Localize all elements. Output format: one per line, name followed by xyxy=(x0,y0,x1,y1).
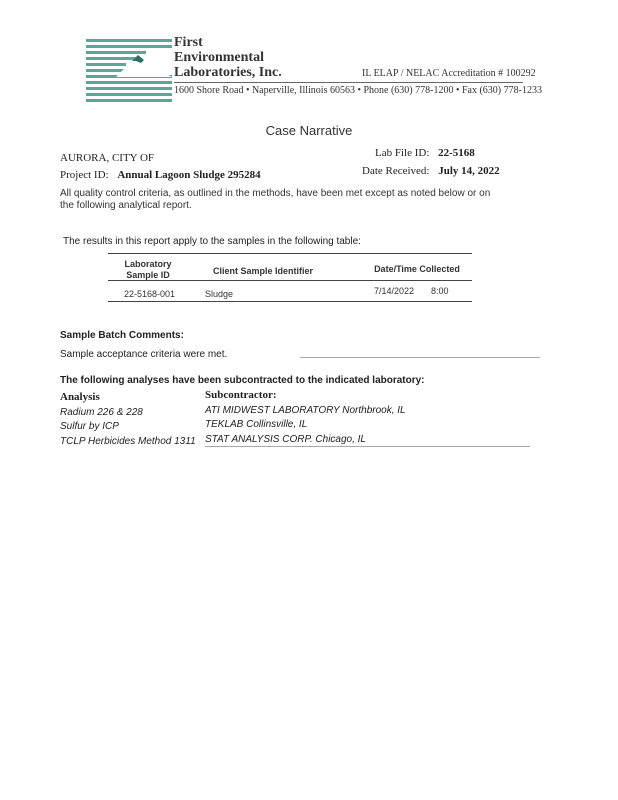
header-client-identifier: Client Sample Identifier xyxy=(212,266,314,276)
batch-comments-text: Sample acceptance criteria were met. xyxy=(60,349,228,360)
company-logo xyxy=(86,37,172,105)
table-header-rule xyxy=(108,280,472,281)
project-row xyxy=(60,169,261,181)
company-address: 1600 Shore Road • Naperville, Illinois 60563 • Phone (630) 778-1200 • Fax (630) 778-1233 xyxy=(174,85,542,96)
header-rule xyxy=(174,82,523,83)
analysis-row-1: Radium 226 & 228 xyxy=(60,407,143,418)
lab-file-row xyxy=(375,147,475,159)
comment-underline xyxy=(300,357,540,358)
analysis-row-3: TCLP Herbicides Method 1311 xyxy=(60,436,196,447)
row-client-id: Sludge xyxy=(205,289,234,299)
client-name: AURORA, CITY OF xyxy=(60,152,155,164)
col-subcontractor: Subcontractor: xyxy=(205,389,277,401)
subcontractor-row-1: ATI MIDWEST LABORATORY Northbrook, IL xyxy=(205,405,406,416)
date-received-label: Date Received: xyxy=(362,165,430,177)
page-title: Case Narrative xyxy=(265,123,353,138)
subcontract-underline xyxy=(205,446,530,447)
company-name-line-3: Laboratories, Inc. xyxy=(174,65,282,80)
company-name-line-2: Environmental xyxy=(174,50,264,65)
subcontractor-row-2: TEKLAB Collinsville, IL xyxy=(205,419,308,430)
table-bottom-rule xyxy=(108,301,472,302)
subcontractor-row-3: STAT ANALYSIS CORP. Chicago, IL xyxy=(205,434,366,445)
table-top-rule xyxy=(108,253,472,254)
header-lab-sample-id-line-1: Laboratory xyxy=(124,259,172,269)
header-lab-sample-id xyxy=(108,259,188,281)
project-label: Project ID: xyxy=(60,169,109,181)
accreditation-text: IL ELAP / NELAC Accreditation # 100292 xyxy=(362,68,536,79)
analysis-row-2: Sulfur by ICP xyxy=(60,421,119,432)
batch-comments-heading: Sample Batch Comments: xyxy=(60,330,184,341)
row-lab-id: 22-5168-001 xyxy=(124,289,176,299)
date-received-row xyxy=(362,165,500,177)
lab-file-value: 22-5168 xyxy=(438,147,475,159)
lab-file-label: Lab File ID: xyxy=(375,147,430,159)
col-analysis: Analysis xyxy=(60,391,100,403)
row-time: 8:00 xyxy=(431,286,449,296)
date-received-value: July 14, 2022 xyxy=(438,165,500,177)
subcontract-heading: The following analyses have been subcontracted to the indicated laboratory: xyxy=(60,375,425,386)
header-date-time: Date/Time Collected xyxy=(374,264,460,274)
qc-paragraph: All quality control criteria, as outlined in the methods, have been met except as noted below or on the following analytical report. xyxy=(60,188,491,211)
project-value: Annual Lagoon Sludge 295284 xyxy=(117,169,261,181)
results-intro: The results in this report apply to the samples in the following table: xyxy=(63,236,361,247)
row-date: 7/14/2022 xyxy=(374,286,415,296)
header-lab-sample-id-line-2: Sample ID xyxy=(126,270,170,280)
company-name-line-1: First xyxy=(174,35,203,50)
company-name xyxy=(174,35,282,80)
